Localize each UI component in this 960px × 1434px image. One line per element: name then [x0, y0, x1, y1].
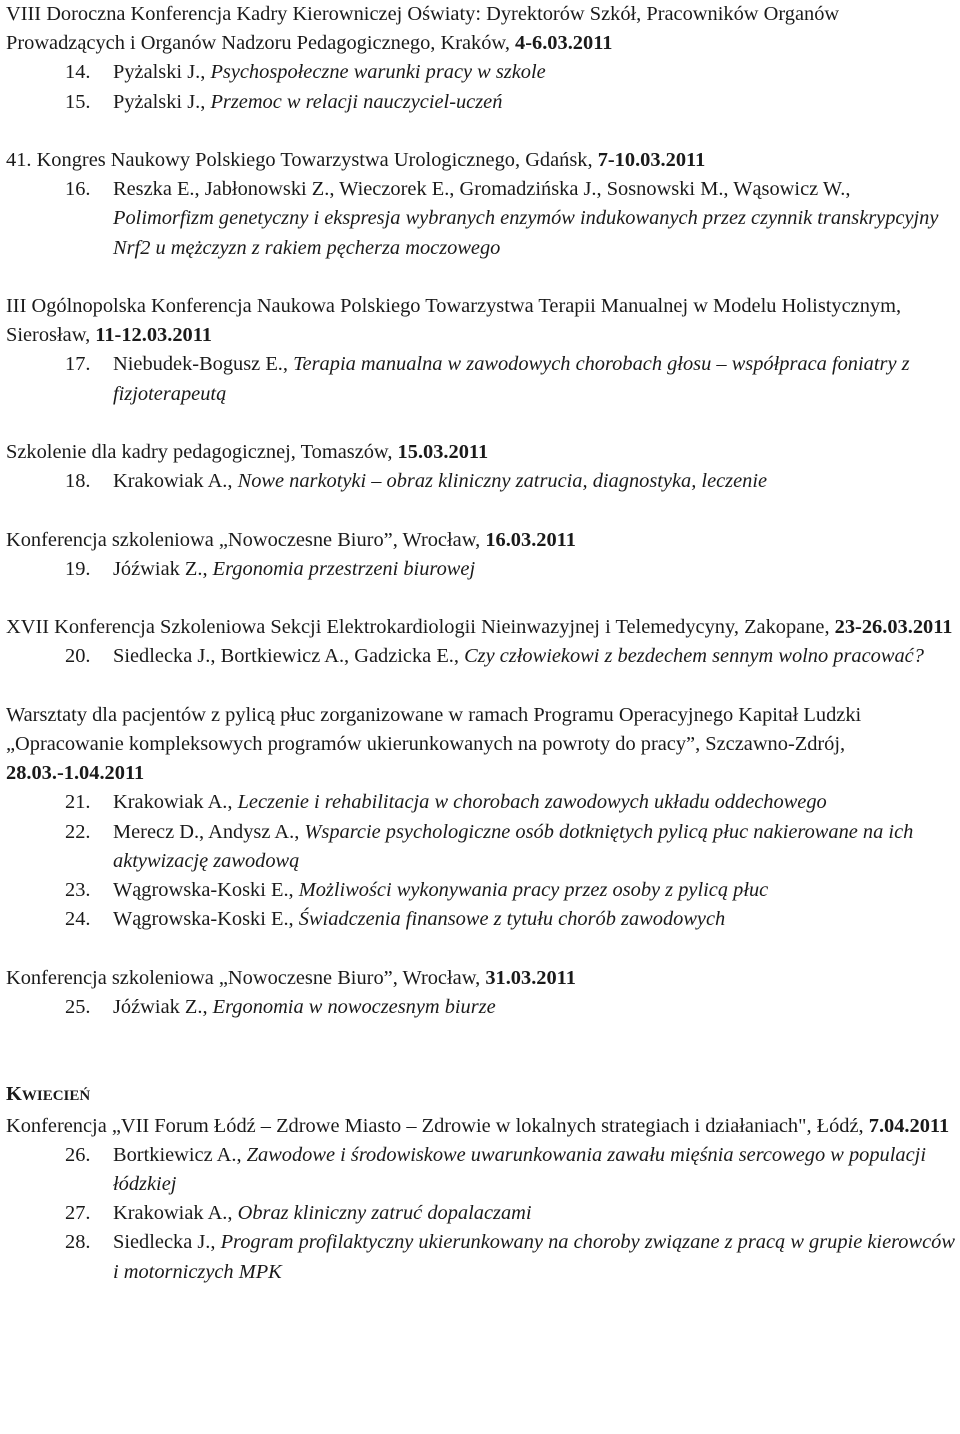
entry-title: Obraz kliniczny zatruć dopalaczami	[237, 1202, 532, 1225]
conference-date: 28.03.-1.04.2011	[6, 762, 145, 785]
entry-authors: Jóźwiak Z.,	[113, 995, 213, 1018]
conference-name: Warsztaty dla pacjentów z pylicą płuc zorganizowane w ramach Programu Operacyjnego Kapitał Ludzki „Opracowanie kompleksowych programów ukierunkowanych na powroty do pracy”, Szczawno-Zdrój,	[6, 703, 862, 755]
entry-title: Polimorfizm genetyczny i ekspresja wybranych enzymów indukowanych przez czynnik transkrypcyjny Nrf2 u mężczyzn z rakiem pęcherza moczowego	[113, 207, 939, 259]
conference-name: III Ogólnopolska Konferencja Naukowa Polskiego Towarzystwa Terapii Manualnej w Modelu Holistycznym, Sierosław,	[6, 295, 902, 347]
entry-number: 23.	[65, 879, 91, 901]
conference-heading	[6, 526, 956, 555]
spacer	[6, 584, 956, 613]
entry-number: 20.	[65, 645, 91, 668]
presentation-entry	[6, 467, 956, 496]
spacer	[6, 117, 956, 146]
conference-heading	[6, 292, 956, 350]
entry-title: Przemoc w relacji nauczyciel-uczeń	[210, 90, 503, 113]
spacer	[6, 934, 956, 963]
month-heading-initial: K	[6, 1083, 22, 1106]
conference-heading	[6, 1112, 956, 1141]
spacer	[6, 263, 956, 292]
presentation-entry	[6, 555, 956, 584]
entry-title: Nowe narkotyki – obraz kliniczny zatrucia, diagnostyka, leczenie	[237, 470, 768, 493]
conference-name: Konferencja szkoleniowa „Nowoczesne Biuro”, Wrocław,	[6, 528, 486, 551]
conference-heading	[6, 701, 956, 789]
entry-title: Leczenie i rehabilitacja w chorobach zawodowych układu oddechowego	[237, 791, 827, 814]
entry-title: Wsparcie psychologiczne osób dotkniętych pylicą płuc nakierowane na ich aktywizację zawodową	[113, 820, 914, 872]
month-heading	[6, 1080, 956, 1111]
entry-authors: Siedlecka J.,	[113, 1231, 221, 1254]
conference-name: Szkolenie dla kadry pedagogicznej, Tomaszów,	[6, 441, 398, 463]
presentation-entry	[6, 1228, 956, 1286]
entry-authors: Siedlecka J., Bortkiewicz A., Gadzicka E.,	[113, 645, 465, 668]
entry-authors: Wągrowska-Koski E.,	[113, 879, 299, 901]
entry-authors: Reszka E., Jabłonowski Z., Wieczorek E., Gromadzińska J., Sosnowski M., Wąsowicz W.,	[113, 178, 851, 201]
presentation-list	[6, 58, 956, 116]
presentation-entry	[6, 58, 956, 87]
entry-title: Świadczenia finansowe z tytułu chorób zawodowych	[298, 908, 726, 931]
conference-heading	[6, 964, 956, 993]
spacer	[6, 672, 956, 701]
entry-number: 19.	[65, 557, 91, 580]
entry-authors: Jóźwiak Z.,	[113, 557, 213, 580]
conference-heading	[6, 613, 956, 642]
entry-title: Zawodowe i środowiskowe uwarunkowania zawału mięśnia sercowego w populacji łódzkiej	[113, 1143, 926, 1195]
spacer	[6, 409, 956, 438]
entry-number: 17.	[65, 353, 91, 376]
conference-name: Konferencja „VII Forum Łódź – Zdrowe Miasto – Zdrowie w lokalnych strategiach i działaniach", Łódź,	[6, 1114, 869, 1137]
entry-title: Program profilaktyczny ukierunkowany na choroby związane z pracą w grupie kierowców i motorniczych MPK	[113, 1231, 955, 1283]
presentation-entry	[6, 993, 956, 1022]
conference-date: 4-6.03.2011	[515, 32, 613, 55]
presentation-entry	[6, 1141, 956, 1199]
entry-number: 27.	[65, 1202, 91, 1225]
conference-name: VIII Doroczna Konferencja Kadry Kierowniczej Oświaty: Dyrektorów Szkół, Pracowników Organów Prowadzących i Organów Nadzoru Pedagogicznego, Kraków,	[6, 3, 840, 55]
entry-authors: Merecz D., Andysz A.,	[113, 820, 305, 843]
presentation-entry	[6, 818, 956, 876]
presentation-entry	[6, 642, 956, 671]
conference-date: 16.03.2011	[485, 528, 576, 551]
entry-number: 28.	[65, 1231, 91, 1254]
presentation-list	[6, 642, 956, 671]
entry-authors: Krakowiak A.,	[113, 470, 238, 493]
entry-authors: Pyżalski J.,	[113, 90, 211, 113]
entry-number: 24.	[65, 908, 91, 931]
entry-title: Psychospołeczne warunki pracy w szkole	[210, 61, 546, 84]
conference-name: XVII Konferencja Szkoleniowa Sekcji Elektrokardiologii Nieinwazyjnej i Telemedycyny, Zakopane,	[6, 616, 835, 639]
month-heading-rest: WIECIEŃ	[21, 1088, 91, 1105]
conference-date: 31.03.2011	[485, 966, 576, 989]
conference-date: 7-10.03.2011	[597, 149, 706, 171]
presentation-entry	[6, 905, 956, 934]
entry-authors: Bortkiewicz A.,	[113, 1143, 247, 1166]
presentation-list	[6, 467, 956, 496]
entry-authors: Niebudek-Bogusz E.,	[113, 353, 294, 376]
presentation-entry	[6, 876, 956, 905]
conference-name: Konferencja szkoleniowa „Nowoczesne Biuro”, Wrocław,	[6, 966, 486, 989]
entry-authors: Krakowiak A.,	[113, 1202, 238, 1225]
conference-date: 7.04.2011	[868, 1114, 950, 1137]
conference-heading	[6, 438, 956, 467]
conference-heading	[6, 146, 956, 175]
entry-number: 16.	[65, 178, 91, 201]
entry-title: Ergonomia przestrzeni biurowej	[212, 557, 476, 580]
entry-title: Czy człowiekowi z bezdechem sennym wolno pracować?	[464, 645, 924, 668]
conference-date: 23-26.03.2011	[834, 616, 953, 639]
presentation-list	[6, 788, 956, 934]
conference-date: 11-12.03.2011	[95, 324, 212, 347]
entry-title: Terapia manualna w zawodowych chorobach głosu – współpraca foniatry z fizjoterapeutą	[113, 353, 910, 405]
conference-date: 15.03.2011	[397, 441, 489, 463]
entry-number: 14.	[65, 61, 91, 84]
presentation-entry	[6, 788, 956, 817]
presentation-entry	[6, 88, 956, 117]
conference-heading	[6, 0, 956, 58]
entry-authors: Wągrowska-Koski E.,	[113, 908, 299, 931]
spacer	[6, 1022, 956, 1080]
presentation-entry	[6, 1199, 956, 1228]
presentation-list	[6, 175, 956, 263]
entry-number: 18.	[65, 470, 91, 493]
presentation-entry	[6, 350, 956, 408]
entry-authors: Pyżalski J.,	[113, 61, 211, 84]
presentation-list	[6, 993, 956, 1022]
presentation-entry	[6, 175, 956, 263]
entry-title: Możliwości wykonywania pracy przez osoby z pylicą płuc	[298, 879, 769, 901]
presentation-list	[6, 1141, 956, 1287]
conference-name: 41. Kongres Naukowy Polskiego Towarzystwa Urologicznego, Gdańsk,	[6, 149, 598, 171]
spacer	[6, 496, 956, 525]
entry-title: Ergonomia w nowoczesnym biurze	[212, 995, 496, 1018]
presentation-list	[6, 555, 956, 584]
presentation-list	[6, 350, 956, 408]
entry-authors: Krakowiak A.,	[113, 791, 238, 814]
entry-number: 15.	[65, 90, 91, 113]
entry-number: 26.	[65, 1143, 91, 1166]
entry-number: 25.	[65, 995, 91, 1018]
entry-number: 22.	[65, 820, 91, 843]
entry-number: 21.	[65, 791, 91, 814]
